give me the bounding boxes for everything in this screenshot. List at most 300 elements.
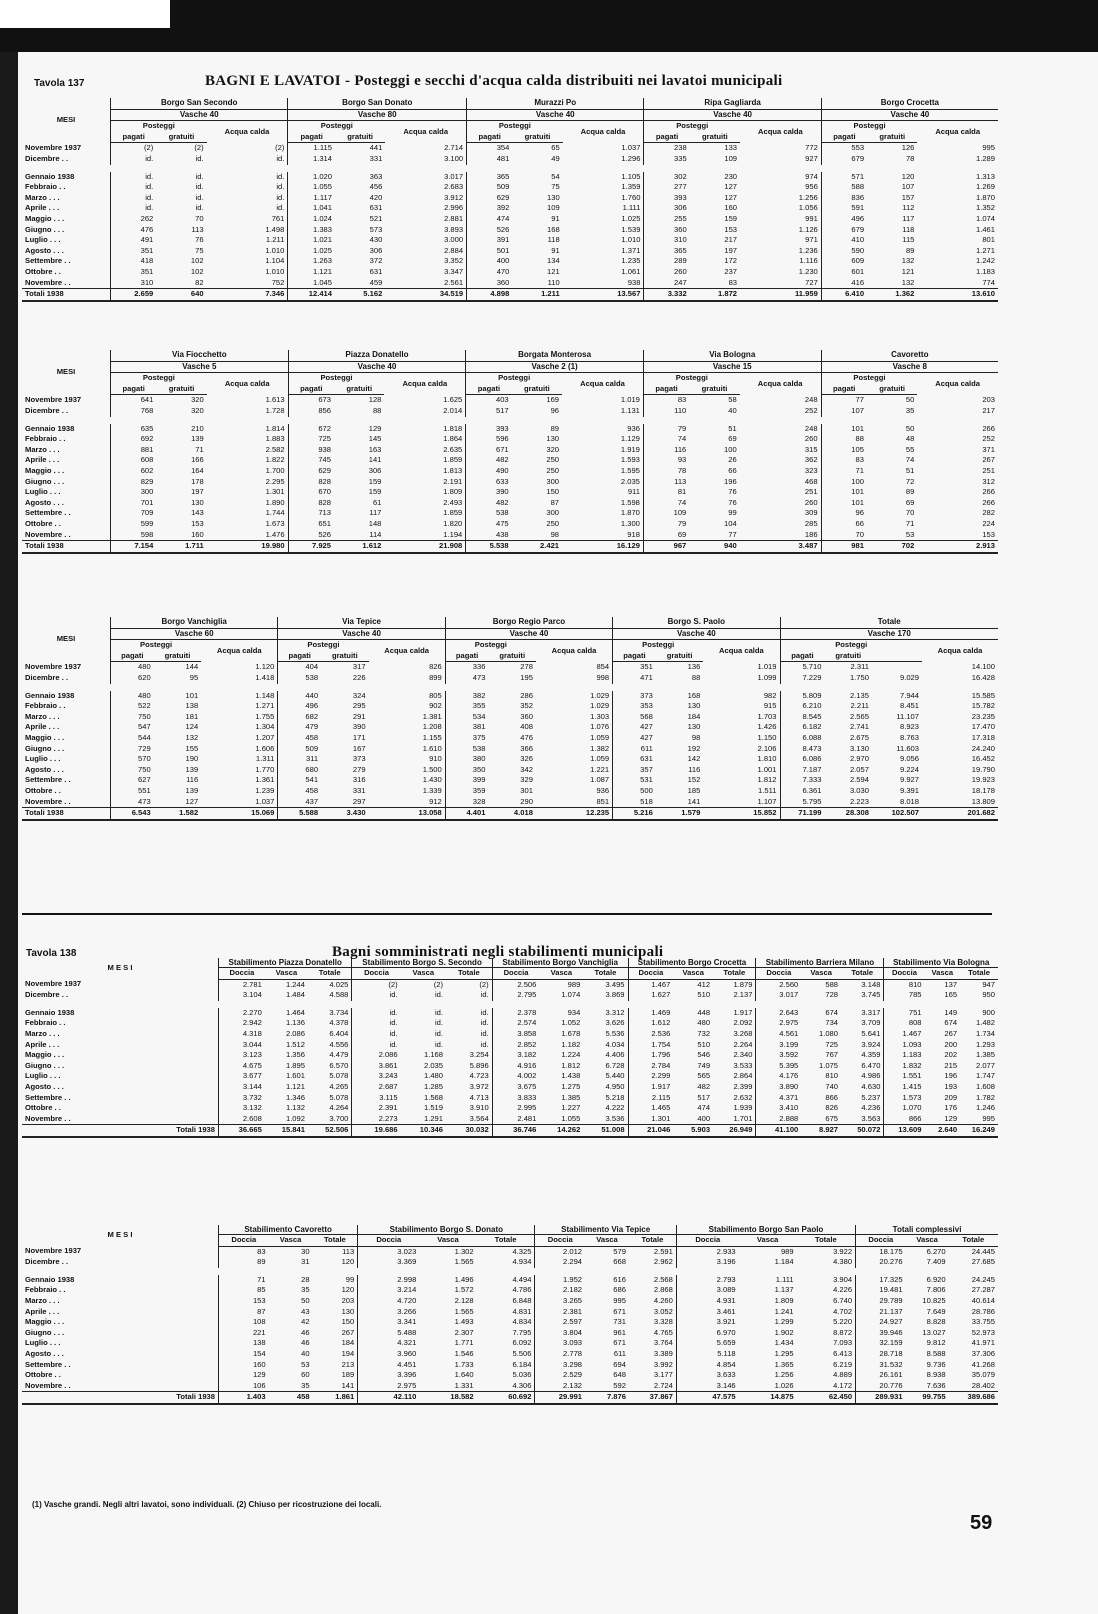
cell-value: 481 bbox=[467, 154, 513, 165]
cell-value: 381 bbox=[445, 722, 488, 733]
cell-value: 2.852 bbox=[492, 1040, 539, 1051]
cell-value: 1.434 bbox=[774, 1338, 794, 1348]
cell-value: 260 bbox=[804, 434, 818, 444]
cell-value: 6.210 bbox=[780, 701, 824, 712]
cell-value: 1.750 bbox=[849, 672, 869, 682]
cell-value: 1.565 bbox=[454, 1306, 474, 1316]
group-name-row bbox=[22, 958, 998, 968]
cell-value: 72 bbox=[905, 476, 915, 486]
cell-value: 7.187 bbox=[780, 765, 824, 776]
table-row bbox=[22, 765, 998, 776]
cell-value: 70 bbox=[195, 213, 204, 223]
cell-value: 1.546 bbox=[454, 1348, 474, 1358]
cell-value: 2.687 bbox=[352, 1082, 401, 1093]
cell-value: id. bbox=[352, 990, 401, 1001]
cell-value: 101 bbox=[821, 498, 867, 509]
cell-value: 2.086 bbox=[352, 1050, 401, 1061]
cell-value: 2.014 bbox=[443, 405, 463, 415]
acqua-header: Acqua calda bbox=[937, 645, 983, 655]
cell-value: 65 bbox=[551, 143, 560, 153]
cell-value: 130 bbox=[191, 497, 204, 507]
cell-value: 1.352 bbox=[975, 203, 995, 213]
cell-value: 41.268 bbox=[971, 1359, 995, 1369]
total-value: 28.308 bbox=[824, 808, 871, 820]
table137-number: Tavola 137 bbox=[34, 78, 85, 89]
cell-value: 6.404 bbox=[329, 1028, 349, 1038]
cell-value: 118 bbox=[547, 235, 560, 245]
vasche-row bbox=[22, 361, 998, 373]
cell-value: 138 bbox=[219, 1338, 269, 1349]
month-label: Ottobre . . bbox=[25, 785, 61, 795]
month-label: Febbraio . . bbox=[25, 1018, 66, 1028]
cell-value: 476 bbox=[520, 732, 533, 742]
posteggi-header: Posteggi bbox=[643, 373, 739, 384]
cell-value: 1.207 bbox=[255, 732, 275, 742]
cell-value: 1.070 bbox=[884, 1103, 925, 1114]
cell-value: 328 bbox=[445, 797, 488, 808]
posteggi-header: Posteggi bbox=[111, 640, 202, 651]
cell-value: 237 bbox=[724, 266, 738, 276]
cell-value: 101 bbox=[821, 424, 867, 435]
cell-value: 1.870 bbox=[620, 508, 640, 518]
vasche-count: Vasche 2 (1) bbox=[466, 361, 644, 373]
spacer-row bbox=[22, 684, 998, 691]
cell-value: 510 bbox=[697, 1039, 711, 1049]
cell-value: 152 bbox=[687, 775, 701, 785]
acqua-header: Acqua calda bbox=[580, 126, 626, 136]
cell-value: id. bbox=[352, 1008, 401, 1019]
vasche-count: Vasche 170 bbox=[780, 628, 998, 640]
group-name: Stabilimento Borgo Vanchiglia bbox=[492, 958, 628, 968]
cell-value: 3.130 bbox=[849, 743, 869, 753]
cell-value: 568 bbox=[613, 712, 656, 723]
cell-value: 854 bbox=[596, 662, 610, 672]
posteggi-header: Posteggi bbox=[780, 640, 922, 651]
cell-value: 4.260 bbox=[653, 1295, 673, 1305]
table-row bbox=[22, 434, 998, 445]
cell-value: 3.675 bbox=[492, 1082, 539, 1093]
month-label: Luglio . . . bbox=[25, 1071, 61, 1081]
cell-value: 8.545 bbox=[780, 712, 824, 723]
cell-value: 1.701 bbox=[733, 1113, 753, 1123]
table-row bbox=[22, 182, 998, 193]
cell-value: 998 bbox=[596, 672, 610, 682]
cell-value: 8.872 bbox=[833, 1327, 853, 1337]
cell-value: 302 bbox=[644, 172, 690, 183]
cell-value: 2.270 bbox=[219, 1008, 265, 1019]
cell-value: 159 bbox=[368, 487, 382, 497]
cell-value: 2.399 bbox=[733, 1081, 753, 1091]
month-label: Novembre 1937 bbox=[25, 1246, 82, 1256]
cell-value: 2.086 bbox=[285, 1028, 305, 1038]
total-value: 702 bbox=[867, 541, 917, 553]
cell-value: 129 bbox=[368, 423, 382, 433]
cell-value: 611 bbox=[613, 744, 656, 755]
total-value: 1.362 bbox=[867, 289, 917, 301]
cell-value: 150 bbox=[546, 487, 560, 497]
table-row bbox=[22, 455, 998, 466]
cell-value: 373 bbox=[613, 691, 656, 702]
totale-header: Totale bbox=[713, 968, 756, 980]
cell-value: 5.710 bbox=[780, 662, 824, 673]
cell-value: 46 bbox=[301, 1338, 310, 1348]
cell-value: 3.764 bbox=[653, 1338, 673, 1348]
cell-value: 3.869 bbox=[605, 990, 625, 1000]
cell-value: 52.973 bbox=[971, 1327, 995, 1337]
cell-value: 1.105 bbox=[621, 171, 641, 181]
totals-row bbox=[22, 1125, 998, 1137]
month-label: Febbraio . . bbox=[25, 701, 66, 711]
acqua-header: Acqua calda bbox=[224, 126, 270, 136]
cell-value: 571 bbox=[821, 172, 867, 183]
cell-value: 100 bbox=[821, 477, 867, 488]
totale-header: Totale bbox=[446, 968, 492, 980]
cell-value: 89 bbox=[905, 245, 915, 255]
cell-value: 734 bbox=[825, 1018, 839, 1028]
doccia-header: Doccia bbox=[756, 968, 801, 980]
cell-value: 3.266 bbox=[358, 1307, 420, 1318]
gratuiti-header: gratuiti bbox=[156, 384, 206, 395]
cell-value: 709 bbox=[111, 508, 157, 519]
month-label: Aprile . . . bbox=[25, 1039, 60, 1049]
cell-value: 3.328 bbox=[653, 1317, 673, 1327]
cell-value: 1.754 bbox=[628, 1040, 673, 1051]
month-label: Agosto . . . bbox=[25, 245, 64, 255]
cell-value: 4.834 bbox=[512, 1317, 532, 1327]
cell-value: 473 bbox=[111, 797, 154, 808]
total-value: 640 bbox=[156, 289, 206, 301]
cell-value: id. bbox=[276, 153, 285, 163]
cell-value: 4.325 bbox=[512, 1246, 532, 1256]
cell-value: 427 bbox=[613, 733, 656, 744]
total-value: 13.058 bbox=[369, 808, 446, 820]
cell-value: 8.938 bbox=[926, 1370, 946, 1380]
table-row bbox=[22, 519, 998, 530]
cell-value: 4.765 bbox=[653, 1327, 673, 1337]
cell-value: 1.107 bbox=[757, 796, 777, 806]
month-label: Novembre 1937 bbox=[25, 662, 82, 672]
cell-value: 35 bbox=[301, 1380, 310, 1390]
cell-value: 267 bbox=[944, 1028, 958, 1038]
cell-value: 355 bbox=[445, 701, 488, 712]
cell-value: 4.371 bbox=[756, 1093, 801, 1104]
cell-value: 51 bbox=[728, 423, 737, 433]
month-label: Novembre . . bbox=[25, 277, 71, 287]
cell-value: 1.269 bbox=[975, 182, 995, 192]
cell-value: 114 bbox=[369, 529, 382, 539]
cell-value: 4.588 bbox=[329, 990, 349, 1000]
cell-value: 54 bbox=[551, 171, 560, 181]
cell-value: 8.588 bbox=[926, 1348, 946, 1358]
acqua-header: Acqua calda bbox=[757, 378, 803, 388]
cell-value: 2.975 bbox=[756, 1018, 801, 1029]
cell-value: 3.533 bbox=[733, 1060, 753, 1070]
total-value: 71.199 bbox=[780, 808, 824, 820]
cell-value: 1.601 bbox=[285, 1071, 305, 1081]
cell-value: 974 bbox=[805, 171, 818, 181]
vasca-header: Vasca bbox=[925, 968, 961, 980]
pagati-header: pagati bbox=[278, 651, 321, 662]
cell-value: 2.273 bbox=[352, 1114, 401, 1125]
cell-value: 134 bbox=[547, 256, 560, 266]
cell-value: 482 bbox=[697, 1081, 711, 1091]
cell-value: 648 bbox=[613, 1370, 626, 1380]
cell-value: 1.111 bbox=[775, 1274, 794, 1284]
cell-value: 77 bbox=[821, 395, 867, 406]
total-value: 36.746 bbox=[492, 1125, 539, 1137]
cell-value: 2.884 bbox=[444, 245, 464, 255]
cell-value: 98 bbox=[691, 732, 701, 742]
cell-value: 326 bbox=[520, 754, 533, 764]
cell-value: 139 bbox=[185, 785, 199, 795]
cell-value: 1.037 bbox=[255, 796, 275, 806]
month-label: Marzo . . . bbox=[25, 192, 60, 202]
cell-value: 79 bbox=[643, 519, 689, 530]
cell-value: 1.565 bbox=[454, 1257, 474, 1267]
group-name: Stabilimento Via Tepice bbox=[535, 1225, 676, 1235]
cell-value: 335 bbox=[644, 154, 690, 165]
cell-value: 2.975 bbox=[358, 1381, 420, 1392]
cell-value: 9.736 bbox=[926, 1359, 946, 1369]
cell-value: 320 bbox=[191, 395, 204, 405]
cell-value: 1.496 bbox=[454, 1274, 474, 1284]
cell-value: 217 bbox=[724, 235, 738, 245]
gratuiti-header: gratuiti bbox=[156, 132, 206, 143]
cell-value: 866 bbox=[884, 1114, 925, 1125]
doccia-header: Doccia bbox=[676, 1235, 738, 1247]
group-name: Stabilimento Borgo S. Donato bbox=[358, 1225, 535, 1235]
cell-value: 608 bbox=[111, 455, 157, 466]
cell-value: 3.123 bbox=[219, 1050, 265, 1061]
cell-value: 3.000 bbox=[444, 235, 464, 245]
cell-value: 482 bbox=[466, 455, 512, 466]
cell-value: 393 bbox=[644, 193, 690, 204]
cell-value: 153 bbox=[191, 518, 204, 528]
cell-value: 1.302 bbox=[454, 1246, 474, 1256]
vasca-header: Vasca bbox=[585, 1235, 629, 1247]
cell-value: 70 bbox=[821, 530, 867, 541]
table138-block bbox=[22, 958, 998, 1138]
total-value: 1.582 bbox=[154, 808, 201, 820]
cell-value: 101 bbox=[821, 487, 867, 498]
acqua-header: Acqua calda bbox=[551, 645, 597, 655]
cell-value: 7.409 bbox=[926, 1257, 946, 1267]
cell-value: 121 bbox=[901, 266, 915, 276]
table-row bbox=[22, 1317, 998, 1328]
month-label: Agosto . . . bbox=[25, 1081, 64, 1091]
cell-value: 40.614 bbox=[971, 1295, 995, 1305]
cell-value: id. bbox=[480, 990, 489, 1000]
cell-value: 4.720 bbox=[358, 1296, 420, 1307]
table-row bbox=[22, 797, 998, 808]
group-name-row bbox=[22, 1225, 998, 1235]
cell-value: 74 bbox=[905, 455, 915, 465]
cell-value: 129 bbox=[944, 1113, 958, 1123]
cell-value: id. bbox=[434, 1018, 444, 1028]
cell-value: 1.271 bbox=[255, 701, 275, 711]
cell-value: 3.196 bbox=[676, 1257, 738, 1268]
cell-value: 89 bbox=[905, 487, 915, 497]
cell-value: 1.010 bbox=[265, 245, 285, 255]
cell-value: 49 bbox=[551, 153, 560, 163]
cell-value: 2.724 bbox=[653, 1380, 673, 1390]
cell-value: 8.018 bbox=[900, 796, 920, 806]
cell-value: 4.630 bbox=[861, 1081, 881, 1091]
cell-value: 5.795 bbox=[780, 797, 824, 808]
total-value: 30.032 bbox=[446, 1125, 492, 1137]
cell-value: 306 bbox=[644, 203, 690, 214]
cell-value: 8.451 bbox=[900, 701, 920, 711]
cell-value: 107 bbox=[901, 182, 915, 192]
total-value: 2.913 bbox=[917, 541, 998, 553]
acqua-header: Acqua calda bbox=[224, 378, 270, 388]
vasche-row bbox=[22, 628, 998, 640]
cell-value: 473 bbox=[445, 673, 488, 684]
cell-value: 76 bbox=[728, 497, 737, 507]
cell-value: 4.025 bbox=[329, 979, 349, 989]
cell-value: 588 bbox=[821, 182, 867, 193]
cell-value: 5.078 bbox=[329, 1071, 349, 1081]
month-label: Ottobre . . bbox=[25, 1370, 61, 1380]
table-row bbox=[22, 754, 998, 765]
cell-value: 526 bbox=[467, 225, 513, 236]
total-value: 7.876 bbox=[585, 1392, 629, 1404]
cell-value: 312 bbox=[982, 476, 995, 486]
cell-value: 1.890 bbox=[265, 497, 285, 507]
cell-value: 99 bbox=[345, 1274, 355, 1284]
cell-value: 35.079 bbox=[971, 1370, 995, 1380]
cell-value: 1.087 bbox=[590, 775, 610, 785]
total-value: 34.519 bbox=[385, 289, 466, 301]
cell-value: 995 bbox=[613, 1295, 626, 1305]
total-value: 4.018 bbox=[488, 808, 535, 820]
group-name: Ripa Gagliarda bbox=[644, 98, 821, 109]
cell-value: 2.529 bbox=[535, 1370, 585, 1381]
month-label: Maggio . . . bbox=[25, 213, 65, 223]
cell-value: 1.242 bbox=[975, 256, 995, 266]
cell-value: 592 bbox=[613, 1380, 626, 1390]
cell-value: 1.812 bbox=[561, 1060, 581, 1070]
table138-number: Tavola 138 bbox=[26, 948, 77, 959]
cell-value: 416 bbox=[821, 278, 867, 289]
table-row bbox=[22, 744, 998, 755]
cell-value: 3.396 bbox=[358, 1370, 420, 1381]
cell-value: id. bbox=[434, 1039, 444, 1049]
posteggi-header: Posteggi bbox=[111, 121, 207, 132]
cell-value: 1.744 bbox=[265, 508, 285, 518]
cell-value: 601 bbox=[821, 267, 867, 278]
total-value: 3.430 bbox=[321, 808, 368, 820]
cell-value: 82 bbox=[195, 277, 204, 287]
cell-value: 1.230 bbox=[798, 266, 818, 276]
cell-value: 110 bbox=[547, 277, 560, 287]
cell-value: 351 bbox=[613, 662, 656, 673]
cell-value: 83 bbox=[821, 455, 867, 466]
cell-value: 252 bbox=[804, 405, 818, 415]
month-label: Dicembre . . bbox=[25, 672, 69, 682]
total-value: 36.665 bbox=[219, 1125, 265, 1137]
month-label: Novembre . . bbox=[25, 1113, 71, 1123]
cell-value: 359 bbox=[445, 786, 488, 797]
cell-value: 51 bbox=[905, 465, 915, 475]
cell-value: 66 bbox=[821, 519, 867, 530]
cell-value: 351 bbox=[111, 246, 157, 257]
cell-value: 17.470 bbox=[971, 722, 995, 732]
cell-value: 828 bbox=[288, 498, 334, 509]
cell-value: 165 bbox=[944, 990, 958, 1000]
cell-value: 154 bbox=[219, 1349, 269, 1360]
cell-value: 310 bbox=[644, 235, 690, 246]
cell-value: 260 bbox=[804, 497, 818, 507]
vasche-count: Vasche 40 bbox=[445, 628, 612, 640]
cell-value: 674 bbox=[825, 1007, 839, 1017]
table137-title: BAGNI E LAVATOI - Posteggi e secchi d'acqua calda distribuiti nei lavatoi municipali bbox=[205, 73, 783, 89]
spacer bbox=[22, 1268, 998, 1275]
group-name: Murazzi Po bbox=[467, 98, 644, 109]
cell-value: 107 bbox=[821, 406, 867, 417]
cell-value: 3.804 bbox=[535, 1328, 585, 1339]
cell-value: 320 bbox=[546, 444, 560, 454]
cell-value: 120 bbox=[901, 171, 915, 181]
group-name: Borgo Regio Parco bbox=[445, 617, 612, 628]
month-label: Settembre . . bbox=[25, 1092, 71, 1102]
cell-value: id. bbox=[195, 153, 204, 163]
cell-value: 3.536 bbox=[605, 1113, 625, 1123]
cell-value: 1.026 bbox=[774, 1380, 794, 1390]
cell-value: 1.055 bbox=[561, 1113, 581, 1123]
total-value: 5.216 bbox=[613, 808, 656, 820]
vasca-header: Vasca bbox=[269, 1235, 313, 1247]
cell-value: 1.822 bbox=[265, 455, 285, 465]
cell-value: 1.099 bbox=[757, 672, 777, 682]
mesi-header: M E S I bbox=[107, 1230, 133, 1240]
cell-value: 936 bbox=[627, 423, 640, 433]
table-row bbox=[22, 786, 998, 797]
cell-value: 48 bbox=[905, 434, 915, 444]
cell-value: 1.864 bbox=[443, 434, 463, 444]
group-name: Stabilimento Barriera Milano bbox=[756, 958, 884, 968]
cell-value: 83 bbox=[219, 1246, 269, 1257]
cell-value: 5.896 bbox=[469, 1060, 489, 1070]
cell-value: 579 bbox=[613, 1246, 626, 1256]
group-name: Via Fiocchetto bbox=[111, 350, 289, 361]
cell-value: 801 bbox=[982, 235, 995, 245]
cell-value: 3.833 bbox=[492, 1093, 539, 1104]
cell-value: 2.128 bbox=[454, 1295, 474, 1305]
total-value: 10.346 bbox=[401, 1125, 446, 1137]
cell-value: 1.037 bbox=[621, 143, 641, 153]
cell-value: 278 bbox=[520, 662, 533, 672]
cell-value: 4.236 bbox=[861, 1103, 881, 1113]
cell-value: 4.172 bbox=[833, 1380, 853, 1390]
cell-value: 1.256 bbox=[798, 192, 818, 202]
cell-value: 153 bbox=[219, 1296, 269, 1307]
cell-value: 1.019 bbox=[620, 395, 640, 405]
cell-value: 3.254 bbox=[469, 1050, 489, 1060]
cell-value: 1.818 bbox=[443, 423, 463, 433]
cell-value: 400 bbox=[467, 256, 513, 267]
cell-value: 3.298 bbox=[535, 1360, 585, 1371]
cell-value: 226 bbox=[352, 672, 366, 682]
cell-value: 1.809 bbox=[443, 487, 463, 497]
cell-value: 184 bbox=[341, 1338, 355, 1348]
cell-value: 300 bbox=[546, 476, 560, 486]
cell-value: 1.211 bbox=[265, 235, 285, 245]
cell-value: 145 bbox=[368, 434, 382, 444]
cell-value: 5.536 bbox=[605, 1028, 625, 1038]
cell-value: 2.998 bbox=[358, 1275, 420, 1286]
cell-value: 1.194 bbox=[443, 529, 463, 539]
